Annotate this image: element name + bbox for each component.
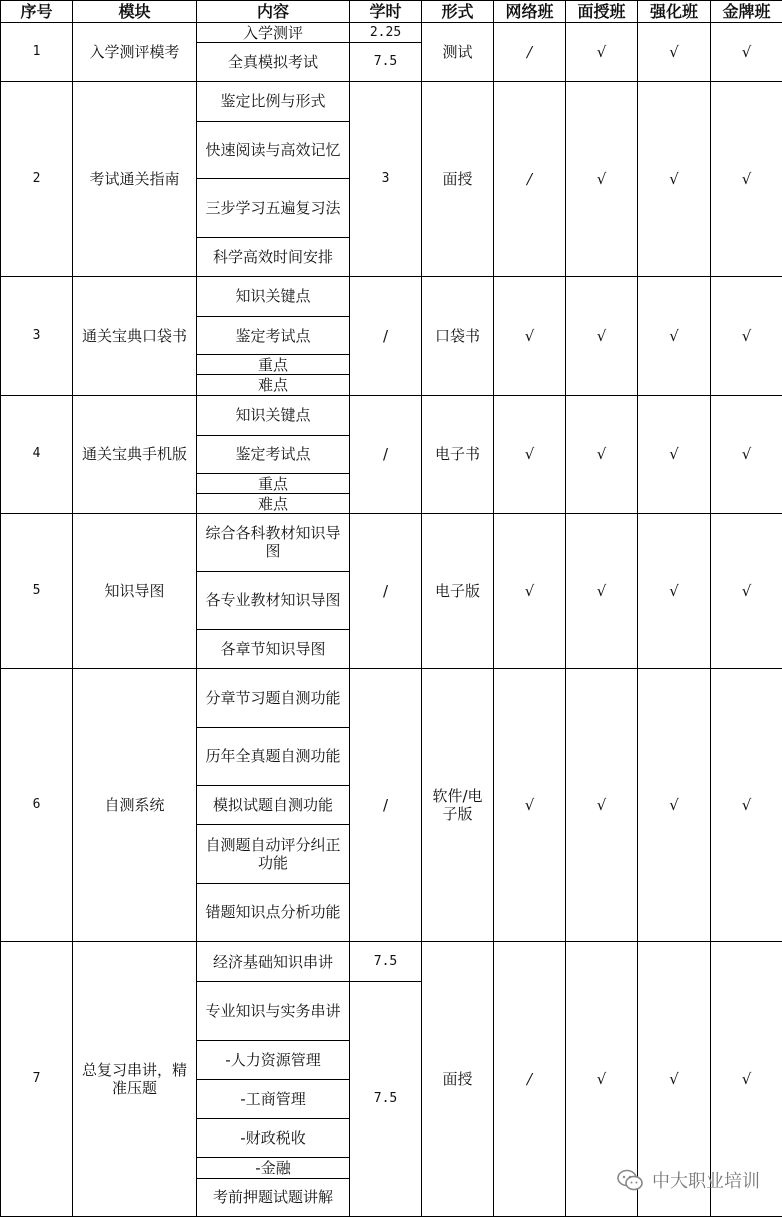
content-item: 模拟试题自测功能 (197, 786, 350, 825)
mark-cell: √ (638, 276, 711, 395)
content-item: 错题知识点分析功能 (197, 883, 350, 941)
content-item: 分章节习题自测功能 (197, 669, 350, 727)
module-name: 入学测评模考 (73, 23, 197, 81)
content-item: 入学测评 (197, 23, 350, 43)
hours-cell: 7.5 (350, 43, 422, 81)
mark-cell: √ (638, 81, 711, 276)
header-cell-content: 内容 (197, 1, 350, 23)
content-item: 各章节知识导图 (197, 630, 350, 669)
table-row (1, 81, 782, 121)
header-row (1, 1, 782, 23)
content-item: 专业知识与实务串讲 (197, 982, 350, 1040)
hours-cell: / (350, 395, 422, 514)
wechat-icon (616, 1168, 644, 1192)
module-name: 考试通关指南 (73, 81, 197, 276)
content-item: -工商管理 (197, 1079, 350, 1118)
form-cell: 测试 (422, 23, 494, 81)
mark-cell: √ (711, 942, 782, 1217)
row-number: 2 (1, 81, 73, 276)
row-number: 3 (1, 276, 73, 395)
hours-cell: / (350, 276, 422, 395)
table-row (1, 942, 782, 982)
table-row (1, 23, 782, 43)
content-item: 鉴定比例与形式 (197, 81, 350, 121)
module-name: 通关宝典口袋书 (73, 276, 197, 395)
hours-cell: 7.5 (350, 982, 422, 1217)
header-cell-no: 序号 (1, 1, 73, 23)
content-item: 科学高效时间安排 (197, 237, 350, 276)
row-number: 1 (1, 23, 73, 81)
watermark (616, 1167, 760, 1193)
mark-cell: √ (638, 514, 711, 669)
content-item: -金融 (197, 1158, 350, 1178)
header-cell-intensive: 强化班 (638, 1, 711, 23)
content-item: 重点 (197, 474, 350, 494)
mark-cell: √ (711, 395, 782, 514)
module-name: 知识导图 (73, 514, 197, 669)
table-row (1, 395, 782, 435)
content-item: 难点 (197, 375, 350, 395)
content-item: 重点 (197, 355, 350, 375)
table-row (1, 276, 782, 316)
mark-cell: √ (638, 395, 711, 514)
mark-cell: √ (566, 395, 638, 514)
row-number: 4 (1, 395, 73, 514)
content-item: 自测题自动评分纠正功能 (197, 825, 350, 883)
mark-cell: / (494, 81, 566, 276)
mark-cell: √ (711, 514, 782, 669)
mark-cell: √ (494, 276, 566, 395)
content-item: 综合各科教材知识导图 (197, 514, 350, 571)
content-item: -财政税收 (197, 1119, 350, 1158)
form-cell: 面授 (422, 942, 494, 1217)
mark-cell: √ (638, 23, 711, 81)
mark-cell: √ (566, 669, 638, 942)
hours-cell: 2.25 (350, 23, 422, 43)
header-cell-module: 模块 (73, 1, 197, 23)
mark-cell: √ (494, 514, 566, 669)
mark-cell: √ (494, 669, 566, 942)
mark-cell: √ (711, 23, 782, 81)
mark-cell: √ (638, 669, 711, 942)
content-item: 难点 (197, 494, 350, 514)
form-cell: 面授 (422, 81, 494, 276)
header-cell-gold: 金牌班 (711, 1, 782, 23)
mark-cell: √ (566, 81, 638, 276)
mark-cell: √ (566, 514, 638, 669)
mark-cell: √ (711, 669, 782, 942)
mark-cell: √ (494, 395, 566, 514)
row-number: 6 (1, 669, 73, 942)
mark-cell: √ (711, 81, 782, 276)
content-item: 知识关键点 (197, 395, 350, 435)
content-item: 全真模拟考试 (197, 43, 350, 81)
mark-cell: √ (566, 276, 638, 395)
content-item: 考前押题试题讲解 (197, 1178, 350, 1216)
mark-cell: / (494, 942, 566, 1217)
mark-cell: / (494, 23, 566, 81)
mark-cell: √ (638, 942, 711, 1217)
row-number: 5 (1, 514, 73, 669)
mark-cell: √ (566, 23, 638, 81)
content-item: 快速阅读与高效记忆 (197, 121, 350, 178)
table-row (1, 514, 782, 571)
form-cell: 口袋书 (422, 276, 494, 395)
header-cell-hours: 学时 (350, 1, 422, 23)
content-item: -人力资源管理 (197, 1040, 350, 1079)
module-name: 自测系统 (73, 669, 197, 942)
header-cell-classroom: 面授班 (566, 1, 638, 23)
hours-cell: / (350, 669, 422, 942)
form-cell: 电子版 (422, 514, 494, 669)
content-item: 鉴定考试点 (197, 435, 350, 473)
row-number: 7 (1, 942, 73, 1217)
mark-cell: √ (566, 942, 638, 1217)
mark-cell: √ (711, 276, 782, 395)
hours-cell: / (350, 514, 422, 669)
hours-cell: 3 (350, 81, 422, 276)
table-row (1, 669, 782, 727)
form-cell: 电子书 (422, 395, 494, 514)
form-cell: 软件/电子版 (422, 669, 494, 942)
header-cell-form: 形式 (422, 1, 494, 23)
watermark-text: 中大职业培训 (652, 1171, 760, 1192)
module-name: 总复习串讲，精准压题 (73, 942, 197, 1217)
content-item: 三步学习五遍复习法 (197, 179, 350, 237)
module-name: 通关宝典手机版 (73, 395, 197, 514)
hours-cell: 7.5 (350, 942, 422, 982)
content-item: 知识关键点 (197, 276, 350, 316)
content-item: 鉴定考试点 (197, 317, 350, 355)
header-cell-online: 网络班 (494, 1, 566, 23)
content-item: 经济基础知识串讲 (197, 942, 350, 982)
content-item: 各专业教材知识导图 (197, 571, 350, 629)
content-item: 历年全真题自测功能 (197, 727, 350, 785)
